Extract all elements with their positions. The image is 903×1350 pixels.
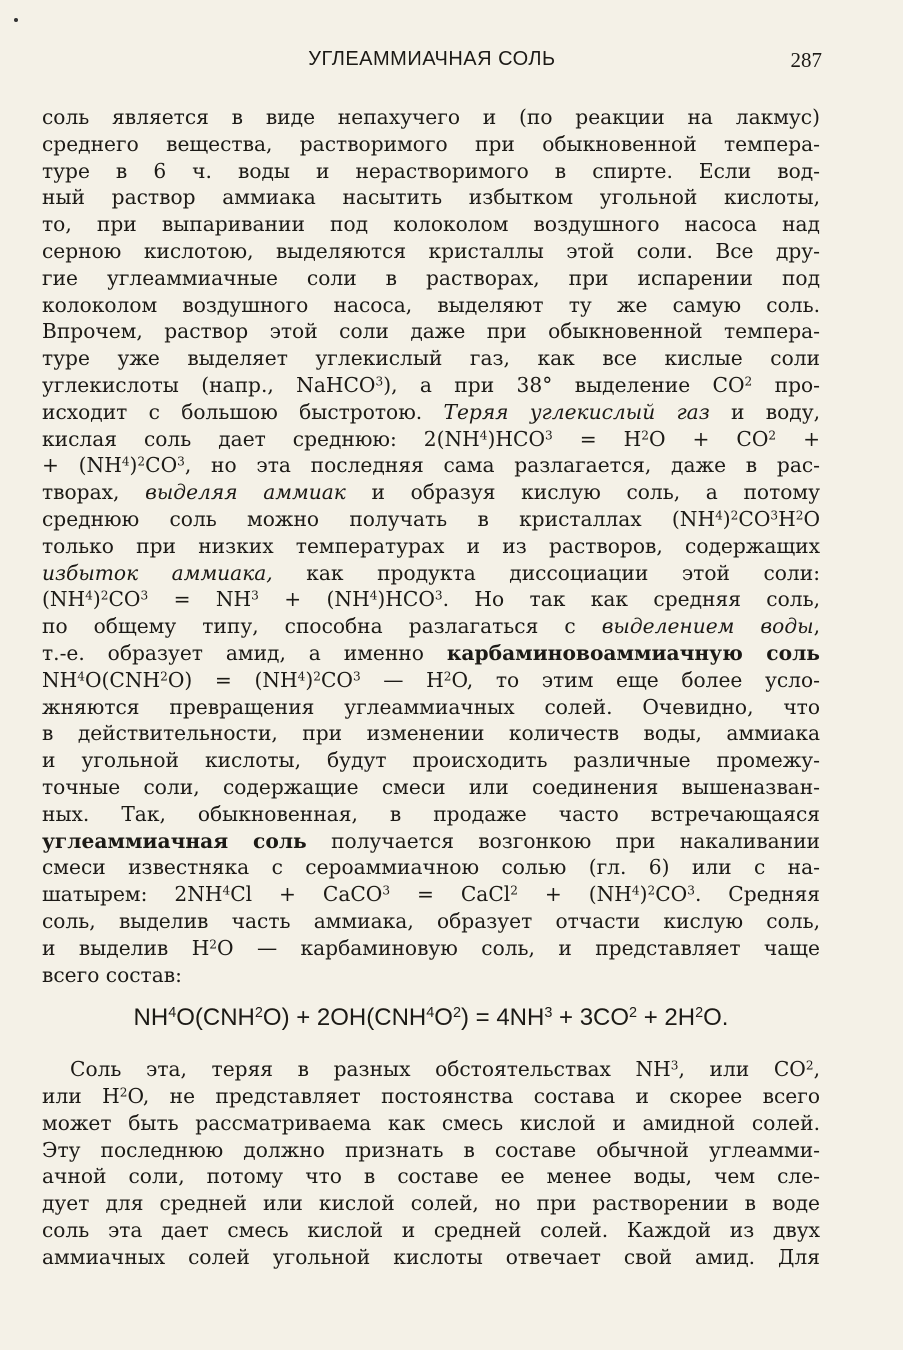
text-line: и выделив $H^2O$ — карбаминовую соль, и представляет чаще [42,935,820,960]
text-line: только при низких температурах и из растворов, содержащих [42,533,820,558]
text-line: туре уже выделяет углекислый газ, как все кислые соли [42,346,820,371]
text-line: Эту последнюю должно признать в составе обычной углеамми- [42,1137,820,1162]
text-line: соль является в виде непахучего и (по реакции на лакмус) [42,105,820,129]
text-line: гие углеаммиачные соли в растворах, при испарении под [42,265,820,290]
text-line: Впрочем, раствор этой соли даже при обыкновенной темпера- [42,319,820,344]
text-line: кислая соль дает среднюю: $2(NH^4)HCO^3 = H^2O + CO^2$ + [42,426,820,451]
text-line: ный раствор аммиака насытить избытком угольной кислоты, [42,185,820,210]
text-line: т.-е. образует амид, а именно карбаминовоаммиачную соль [42,640,820,665]
text-line: творах, выделяя аммиак и образуя кислую соль, а потому [42,480,820,505]
paragraph [42,104,820,988]
text-line: углекислоты (напр., NaHCO$^3$), а при 38° выделение $CO^2$ про- [42,372,820,397]
text-line: исходит с большою быстротою. Теряя углекислый газ и воду, [42,399,820,424]
text-line: по общему типу, способна разлагаться с выделением воды, [42,614,820,639]
text-line: смеси известняка с сероаммиачною солью (гл. 6) или с на- [42,855,820,880]
text-line: среднего вещества, растворимого при обыкновенной темпера- [42,131,820,156]
text-line: соль эта дает смесь кислой и средней солей. Каждой из двух [42,1218,820,1243]
text-line: ных. Так, обыкновенная, в продаже часто встречающаяся [42,801,820,826]
text-line: шатырем: $2NH^4Cl$ + CaCO$^3$ = CaCl$^2$ + $(NH^4)^2CO^3$. Средняя [42,882,820,907]
text-line: углеаммиачная соль получается возгонкою при накаливании [42,828,820,853]
page-speck [14,18,18,22]
text-line: среднюю соль можно получать в кристаллах $(NH^4)^2CO^3H^2O$ [42,506,820,531]
page-body [42,104,820,1271]
text-line: точные соли, содержащие смеси или соединения вышеназван- [42,774,820,799]
text-line: то, при выпаривании под колоколом воздушного насоса над [42,212,820,237]
text-line: + $(NH^4)^2CO^3$, но эта последняя сама разлагается, даже в рас- [42,453,820,478]
text-line: в действительности, при изменении количеств воды, аммиака [42,721,820,746]
text-line: и угольной кислоты, будут происходить различные промежу- [42,748,820,773]
text-line: ачной соли, потому что в составе ее менее воды, чем сле- [42,1164,820,1189]
text-line: дует для средней или кислой солей, но при растворении в воде [42,1191,820,1216]
text-line: $NH^4O(CNH^2O) = (NH^4)^2CO^3$ — $H^2O$, то этим еще более усло- [42,667,820,692]
text-line: может быть рассматриваема как смесь кислой и амидной солей. [42,1110,820,1135]
page-number: 287 [790,48,822,72]
text-line: или $H^2O$, не представляет постоянства состава и скорее всего [42,1084,820,1109]
text-line: соль, выделив часть аммиака, образует отчасти кислую соль, [42,908,820,933]
text-line: Соль эта, теряя в разных обстоятельствах $NH^3$, или $CO^2$, [70,1057,820,1082]
text-line: жняются превращения углеаммиачных солей. Очевидно, что [42,694,820,719]
paragraph [42,1056,820,1270]
page-header [42,48,822,82]
chemical-formula: $NH^4O(CNH^2O) + 2OH(CNH^4O^2) = 4NH^3 + 3CO^2 + 2H^2O$. [133,1004,729,1032]
text-line: серною кислотою, выделяются кристаллы этой соли. Все дру- [42,238,820,263]
text-line: аммиачных солей угольной кислоты отвечает свой амид. Для [42,1244,820,1269]
text-line: избыток аммиака, как продукта диссоциации этой соли: [42,560,820,585]
text-line: колоколом воздушного насоса, выделяют ту же самую соль. [42,292,820,317]
text-line: $(NH^4)^2CO^3 = NH^3 + (NH^4)HCO^3$. Но так как средняя соль, [42,587,820,612]
text-line: всего состав: [42,962,182,987]
text-line: туре в 6 ч. воды и нерастворимого в спирте. Если вод- [42,158,820,183]
running-title: УГЛЕАММИАЧНАЯ СОЛЬ [308,48,556,70]
